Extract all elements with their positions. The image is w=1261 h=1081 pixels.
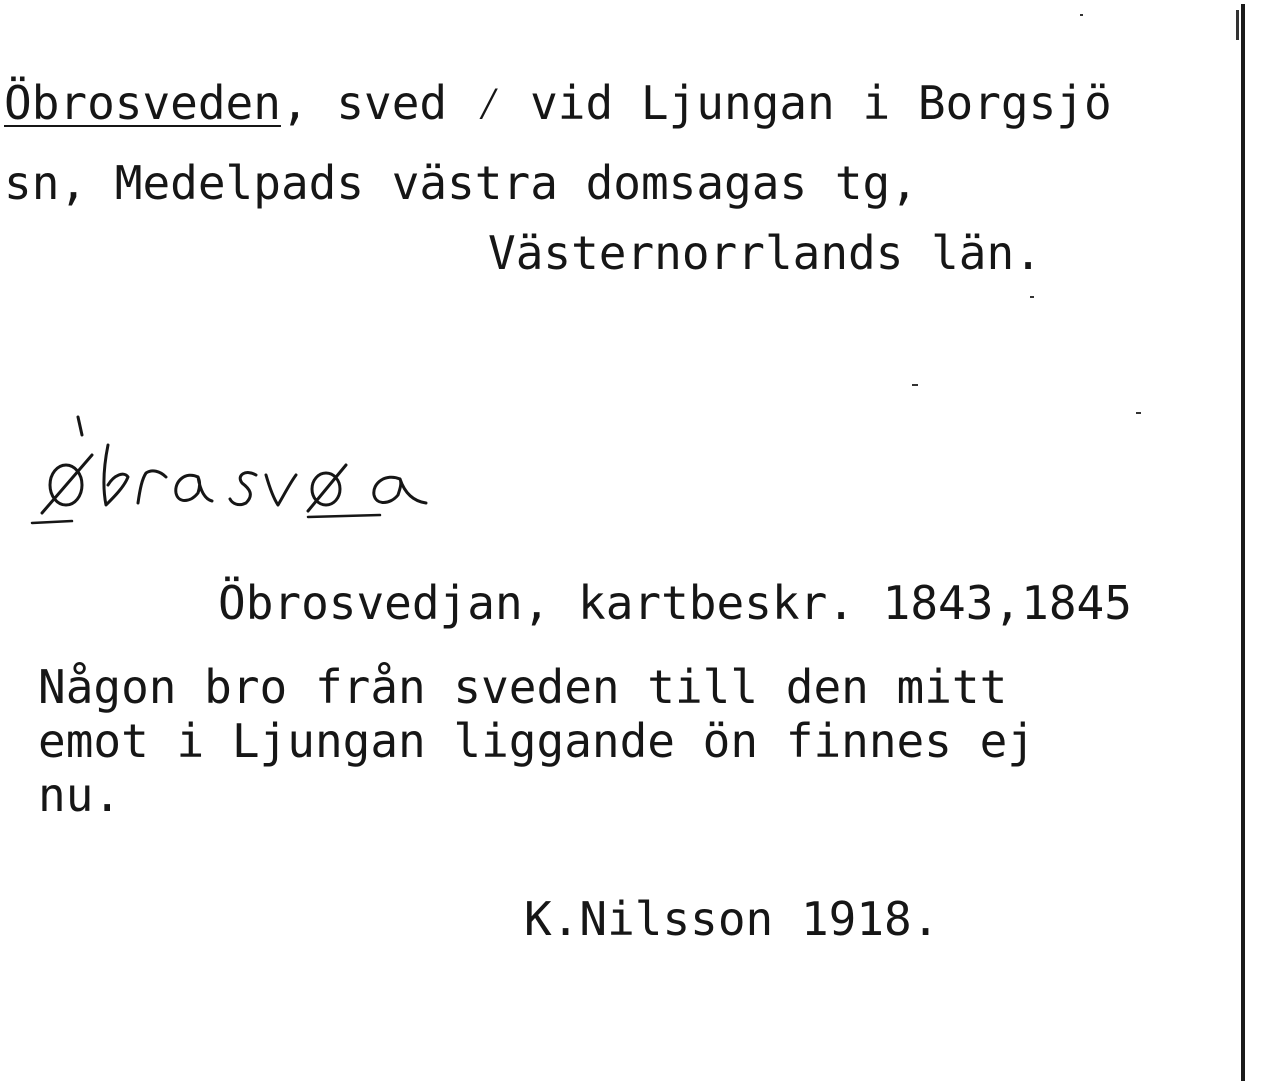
entry-line-1 (4, 76, 1112, 130)
card-edge-line (1241, 4, 1245, 1081)
variant-form: Öbrosvedjan, kartbeskr. 1843,1845 (218, 576, 1132, 630)
headword: Öbrosveden (4, 76, 281, 130)
scan-speck (1030, 296, 1034, 298)
entry-line-1-rest: , sved ⁄ vid Ljungan i Borgsjö (280, 76, 1112, 130)
scan-speck (1236, 10, 1239, 40)
handwritten-pronunciation (20, 405, 450, 545)
scan-speck (912, 384, 918, 386)
entry-line-2: sn, Medelpads västra domsagas tg, (4, 156, 918, 210)
note-line-1: Någon bro från sveden till den mitt (38, 660, 1008, 714)
note-line-2: emot i Ljungan liggande ön finnes ej (38, 714, 1035, 768)
note-line-3: nu. (38, 768, 122, 822)
signature: K.Nilsson 1918. (524, 892, 940, 946)
scan-speck (1136, 412, 1141, 414)
scan-speck (1080, 14, 1083, 16)
entry-line-3: Västernorrlands län. (488, 226, 1042, 280)
